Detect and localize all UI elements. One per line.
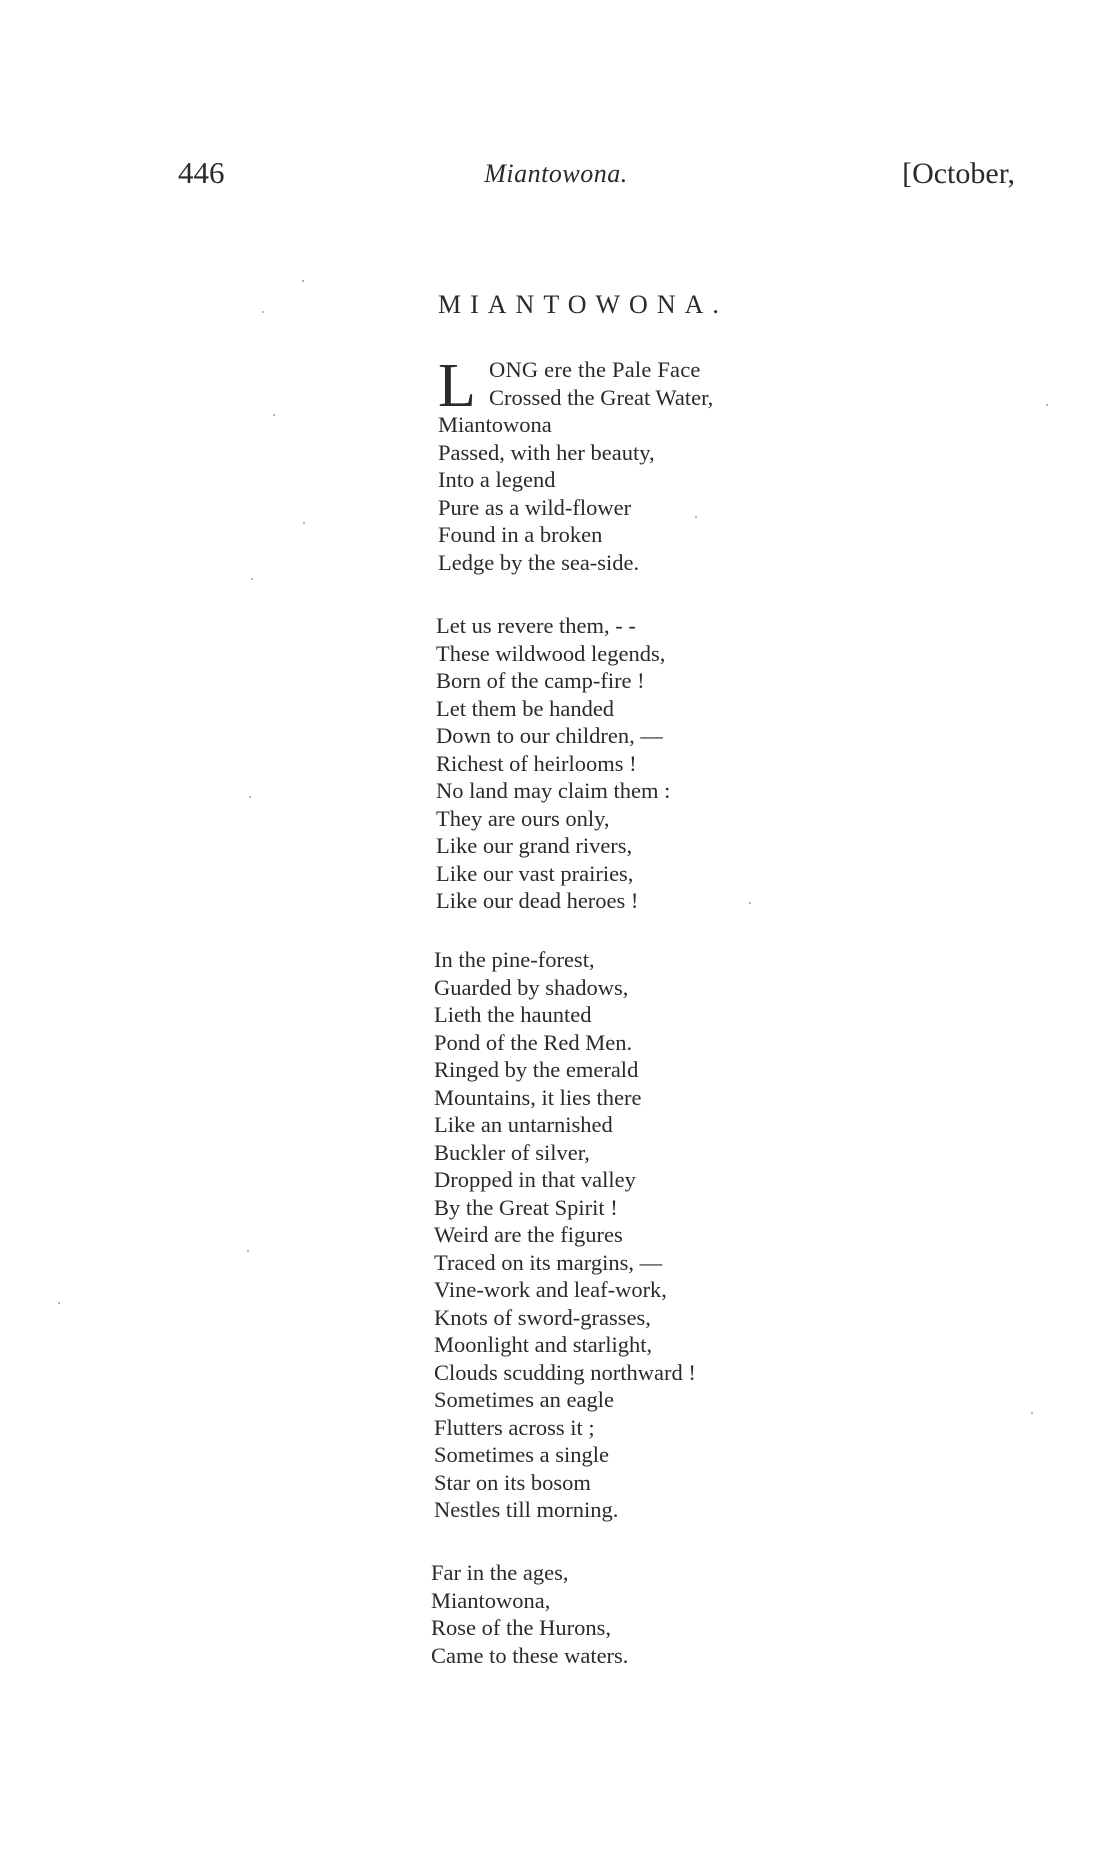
poem-line: Into a legend [438, 467, 556, 492]
poem-line: Pure as a wild-flower [438, 494, 632, 520]
poem-line: Passed, with her beauty, [438, 439, 655, 465]
stanza-3 [434, 946, 696, 1524]
drop-cap: L [438, 352, 476, 420]
poem-line: Down to our children, — [436, 723, 663, 748]
poem-line: Flutters across it ; [434, 1414, 595, 1440]
paper-speck [302, 280, 304, 282]
poem-line: Guarded by shadows, [434, 974, 629, 1000]
running-month: [October, [902, 157, 1015, 190]
poem-line: Vine-work and leaf-work, [434, 1277, 667, 1302]
poem-line: Mountains, it lies there [434, 1084, 642, 1110]
paper-speck [249, 796, 251, 798]
poem-line: Sometimes an eagle [434, 1387, 614, 1412]
stanza-1 [438, 411, 655, 576]
poem-line: Moonlight and starlight, [434, 1332, 653, 1357]
poem-line: Ringed by the emerald [434, 1057, 639, 1082]
poem-line: Sometimes a single [434, 1442, 609, 1467]
paper-speck [262, 311, 264, 313]
poem-line: Let them be handed [436, 695, 615, 721]
paper-speck [273, 414, 275, 416]
paper-speck [1031, 1412, 1033, 1414]
poem-line: Like an untarnished [434, 1112, 613, 1137]
poem-line: Nestles till morning. [434, 1497, 619, 1522]
poem-line: Clouds scudding northward ! [434, 1359, 696, 1385]
poem-line: Miantowona [438, 412, 552, 437]
poem-line: These wildwood legends, [436, 640, 666, 666]
poem-line: Rose of the Hurons, [431, 1615, 611, 1640]
poem-line: They are ours only, [436, 805, 610, 831]
poem-line: In the pine-forest, [434, 947, 595, 972]
paper-speck [58, 1302, 60, 1304]
poem-line: Like our grand rivers, [436, 833, 633, 858]
paper-speck [247, 1250, 249, 1252]
poem-line: Like our dead heroes ! [436, 888, 639, 913]
poem-line: Crossed the Great Water, [489, 384, 714, 410]
poem-title: MIANTOWONA. [438, 290, 728, 319]
opening-lines [489, 356, 713, 411]
page-header [0, 155, 1112, 195]
running-title: Miantowona. [484, 159, 628, 188]
poem-line: Lieth the haunted [434, 1002, 592, 1027]
poem-line: No land may claim them : [436, 778, 671, 803]
poem-line: Came to these waters. [431, 1642, 629, 1668]
poem-line: By the Great Spirit ! [434, 1194, 618, 1220]
stanza-4 [431, 1559, 628, 1669]
paper-speck [749, 902, 751, 904]
poem-line: Let us revere them, - - [436, 613, 636, 638]
paper-speck [695, 516, 697, 518]
poem-line: ONG ere the Pale Face [489, 357, 701, 382]
poem-line: Star on its bosom [434, 1469, 591, 1495]
poem-line: Richest of heirlooms ! [436, 750, 637, 776]
paper-speck [303, 522, 305, 524]
page-number: 446 [178, 155, 225, 190]
poem-line: Weird are the figures [434, 1222, 623, 1247]
poem-line: Dropped in that valley [434, 1167, 636, 1192]
poem-line: Buckler of silver, [434, 1139, 590, 1165]
poem-line: Traced on its margins, — [434, 1249, 663, 1275]
paper-speck [251, 578, 253, 580]
poem-line: Pond of the Red Men. [434, 1029, 633, 1055]
poem-line: Like our vast prairies, [436, 860, 634, 886]
poem-line: Miantowona, [431, 1587, 551, 1613]
poem-line: Far in the ages, [431, 1560, 569, 1585]
poem-line: Ledge by the sea-side. [438, 549, 640, 575]
stanza-2 [436, 612, 670, 915]
poem-line: Knots of sword-grasses, [434, 1304, 651, 1330]
poem-line: Born of the camp-fire ! [436, 668, 645, 693]
paper-speck [1046, 404, 1048, 406]
poem-line: Found in a broken [438, 522, 603, 547]
